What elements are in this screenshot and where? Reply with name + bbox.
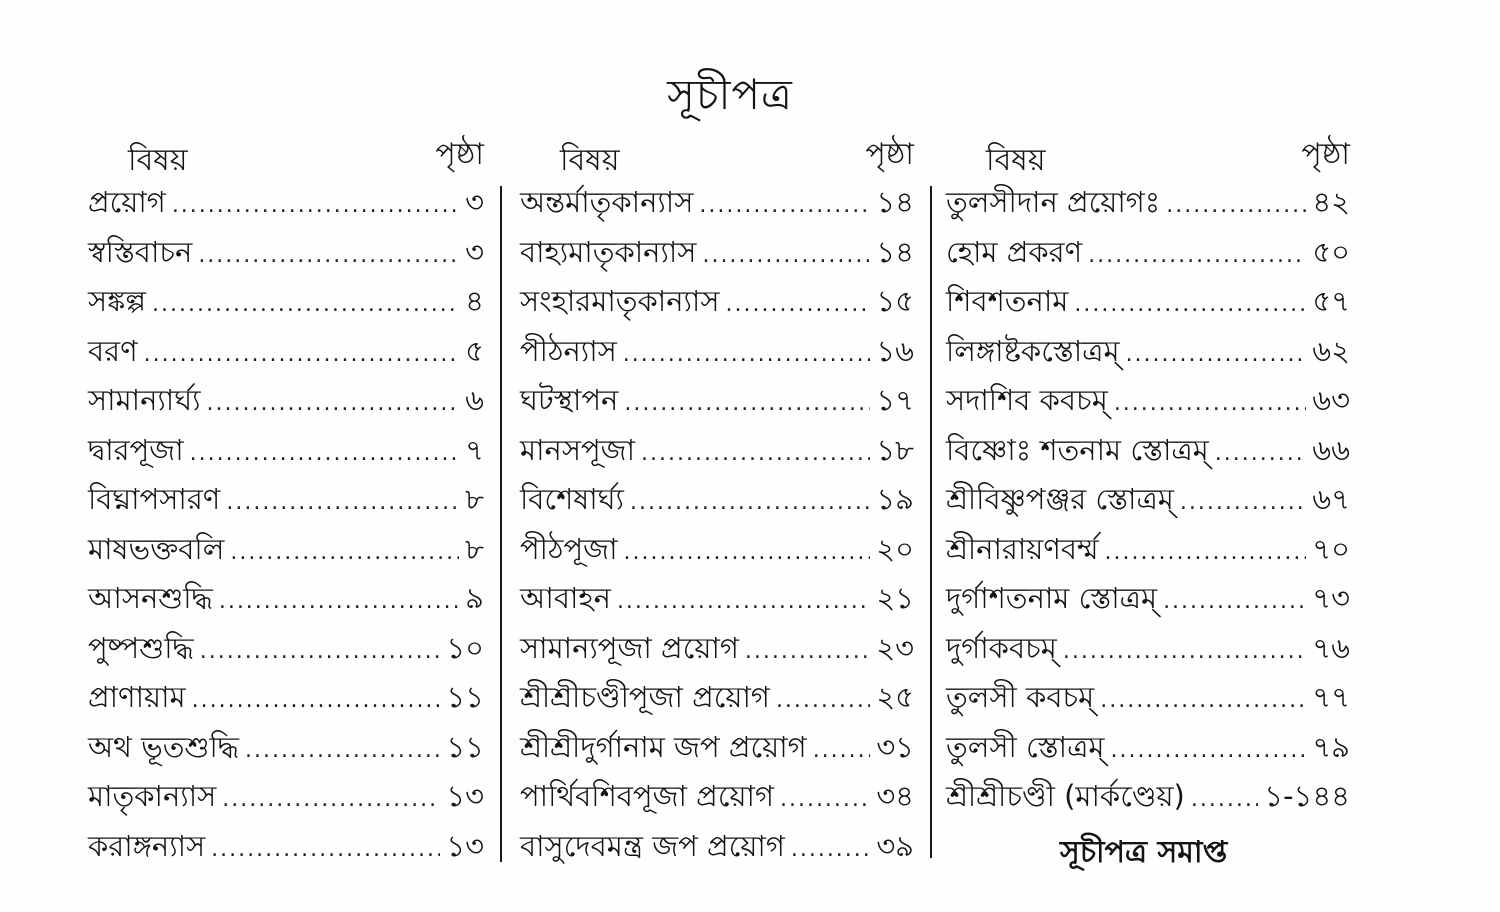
- dot-leader: [699, 193, 870, 218]
- dot-leader: [745, 639, 870, 664]
- entry-title: হোম প্রকরণ: [946, 234, 1083, 269]
- entry-title: পার্থিবশিবপূজা প্রয়োগ: [520, 779, 774, 813]
- entry-title: পুষ্পশুদ্ধি: [88, 630, 194, 665]
- dot-leader: [702, 243, 870, 268]
- toc-end-note: সূচীপত্র সমাপ্ত: [1060, 835, 1228, 870]
- entry-title: লিঙ্গাষ্টকস্তোত্রম্: [946, 333, 1120, 368]
- entry-title: অন্তর্মাতৃকান্যাস: [520, 185, 694, 219]
- toc-entry: [88, 626, 484, 676]
- toc-entry: [946, 576, 1350, 626]
- toc-entry: [946, 279, 1350, 329]
- entry-title: শ্রীশ্রীচণ্ডীপূজা প্রয়োগ: [520, 680, 770, 714]
- toc-entry: [520, 725, 914, 775]
- entry-page-number: ৬৩: [1312, 383, 1350, 417]
- entry-title: বিশেষার্ঘ্য: [520, 482, 624, 516]
- entry-page-number: ৫৭: [1312, 284, 1350, 318]
- toc-entry: [520, 477, 914, 527]
- subject-heading: বিষয়: [560, 143, 620, 178]
- entry-page-number: ১৪: [876, 185, 914, 219]
- page-heading: পৃষ্ঠা: [435, 137, 484, 172]
- toc-entry: [946, 626, 1350, 676]
- entry-page-number: ১৫: [876, 284, 914, 318]
- entry-title: ঘটস্থাপন: [520, 383, 619, 417]
- dot-leader: [1180, 490, 1306, 515]
- entry-title: পীঠপূজা: [520, 531, 618, 566]
- entry-title: শ্রীশ্রীদুর্গানাম জপ প্রয়োগ: [520, 729, 807, 764]
- entry-page-number: ৩১: [876, 729, 914, 764]
- dot-leader: [780, 787, 870, 812]
- entry-title: করাঙ্গন্যাস: [88, 828, 206, 863]
- entry-page-number: ৩: [465, 185, 484, 219]
- dot-leader: [1126, 342, 1307, 367]
- dot-leader: [172, 193, 459, 218]
- toc-entry: [88, 378, 484, 428]
- toc-entry: [88, 725, 484, 775]
- toc-entry: [946, 378, 1350, 428]
- entry-title: সদাশিব কবচম্: [946, 383, 1108, 417]
- dot-leader: [1166, 193, 1306, 218]
- dot-leader: [641, 441, 870, 466]
- toc-column-2: [520, 128, 914, 873]
- dot-leader: [192, 688, 441, 713]
- entry-page-number: ৬২: [1312, 333, 1350, 368]
- toc-entry: [88, 477, 484, 527]
- toc-entry: [946, 477, 1350, 527]
- dot-leader: [624, 391, 870, 416]
- toc-entry: [946, 675, 1350, 725]
- toc-entry: [520, 675, 914, 725]
- dot-leader: [623, 342, 871, 367]
- toc-entry: [520, 626, 914, 676]
- entry-title: শিবশতনাম: [946, 284, 1069, 318]
- entry-title: তুলসী স্তোত্রম্: [946, 729, 1105, 764]
- toc-column-1: [88, 128, 484, 873]
- dot-leader: [152, 292, 459, 317]
- toc-entry: [946, 230, 1350, 280]
- toc-entry: [88, 230, 484, 280]
- toc-entry: [946, 428, 1350, 478]
- entry-title: বাসুদেবমন্ত্র জপ প্রয়োগ: [520, 828, 785, 863]
- dot-leader: [207, 391, 460, 416]
- entry-title: শ্রীবিষ্ণুপঞ্জর স্তোত্রম্: [946, 482, 1174, 516]
- dot-leader: [211, 837, 440, 862]
- dot-leader: [791, 837, 870, 862]
- toc-entry: [88, 329, 484, 379]
- toc-entry: [946, 329, 1350, 379]
- entry-title: সামান্যপূজা প্রয়োগ: [520, 630, 739, 665]
- entry-page-number: ১৩: [446, 779, 484, 813]
- entry-page-number: ১১: [446, 680, 484, 714]
- entry-page-number: ১৩: [446, 828, 484, 863]
- entry-page-number: ৬: [465, 383, 484, 417]
- toc-entry: [88, 824, 484, 874]
- dot-leader: [1110, 738, 1306, 763]
- entry-title: পীঠন্যাস: [520, 333, 617, 368]
- toc-column-3: [946, 128, 1350, 824]
- entry-page-number: ১১: [446, 729, 484, 764]
- toc-entry: [520, 230, 914, 280]
- page-title: সূচীপত্র: [667, 70, 793, 119]
- entry-title: বিঘ্নাপসারণ: [88, 482, 221, 516]
- dot-leader: [245, 738, 440, 763]
- column-header: [88, 128, 484, 180]
- toc-entry: [88, 675, 484, 725]
- entry-page-number: ১৯: [876, 482, 914, 516]
- toc-entry: [88, 279, 484, 329]
- dot-leader: [776, 688, 870, 713]
- toc-entry: [520, 824, 914, 874]
- entry-page-number: ৮: [465, 482, 484, 516]
- entry-page-number: ৭৯: [1312, 729, 1350, 764]
- toc-entry: [520, 428, 914, 478]
- entry-page-number: ৪২: [1312, 185, 1350, 219]
- dot-leader: [1191, 787, 1258, 812]
- entry-title: তুলসীদান প্রয়োগঃ: [946, 185, 1161, 219]
- dot-leader: [198, 243, 459, 268]
- entry-page-number: ৪: [465, 284, 484, 318]
- entry-page-number: ২৩: [876, 630, 914, 665]
- dot-leader: [726, 292, 871, 317]
- entry-title: সামান্যার্ঘ্য: [88, 383, 201, 417]
- toc-entry: [88, 428, 484, 478]
- entry-title: বরণ: [88, 333, 138, 368]
- entry-page-number: ৭: [465, 432, 484, 467]
- entry-page-number: ৩৯: [876, 828, 914, 863]
- toc-entry: [946, 527, 1350, 577]
- entry-title: মানসপূজা: [520, 432, 636, 467]
- dot-leader: [144, 342, 460, 367]
- entry-title: মাতৃকান্যাস: [88, 779, 217, 813]
- toc-entry: [520, 279, 914, 329]
- entry-title: মাষভক্তবলি: [88, 531, 225, 566]
- entry-page-number: ২১: [876, 581, 914, 615]
- entry-page-number: ৭৩: [1312, 581, 1350, 615]
- column-header: [520, 128, 914, 180]
- entry-page-number: ১৮: [876, 432, 914, 467]
- dot-leader: [222, 787, 440, 812]
- dot-leader: [1215, 441, 1307, 466]
- entry-title: প্রাণায়াম: [88, 680, 186, 714]
- entry-title: বাহ্যমাতৃকান্যাস: [520, 234, 697, 269]
- toc-entry: [520, 180, 914, 230]
- entry-page-number: ৫০: [1312, 234, 1350, 269]
- dot-leader: [226, 490, 459, 515]
- entry-title: স্বস্তিবাচন: [88, 234, 193, 269]
- entry-title: প্রয়োগ: [88, 185, 166, 219]
- toc-entry: [88, 180, 484, 230]
- entry-page-number: ৭০: [1312, 531, 1350, 566]
- dot-leader: [630, 490, 870, 515]
- toc-entry: [520, 527, 914, 577]
- entry-page-number: ১-১৪৪: [1264, 779, 1350, 813]
- page-heading: পৃষ্ঠা: [1301, 137, 1350, 172]
- subject-heading: বিষয়: [128, 143, 188, 178]
- column-header: [946, 128, 1350, 180]
- column-divider: [930, 186, 932, 858]
- entry-page-number: ৬৬: [1312, 432, 1350, 467]
- dot-leader: [200, 639, 441, 664]
- entry-page-number: ৭৭: [1312, 680, 1350, 714]
- entry-page-number: ২০: [876, 531, 914, 566]
- toc-entry: [946, 774, 1350, 824]
- toc-entry: [88, 527, 484, 577]
- entry-page-number: ১৬: [876, 333, 914, 368]
- dot-leader: [1100, 688, 1306, 713]
- entry-title: তুলসী কবচম্: [946, 680, 1095, 714]
- dot-leader: [190, 441, 460, 466]
- entry-title: আবাহন: [520, 581, 611, 615]
- entry-page-number: ৭৬: [1312, 630, 1350, 665]
- entry-title: সঙ্কল্প: [88, 284, 147, 318]
- entry-title: দুর্গাকবচম্: [946, 630, 1057, 665]
- dot-leader: [624, 540, 871, 565]
- entry-title: সংহারমাতৃকান্যাস: [520, 284, 720, 318]
- entry-page-number: ৯: [465, 581, 484, 615]
- toc-entry: [520, 378, 914, 428]
- toc-entry: [520, 329, 914, 379]
- entry-title: শ্রীনারায়ণবর্ম্ম: [946, 531, 1099, 566]
- dot-leader: [230, 540, 459, 565]
- toc-entry: [520, 774, 914, 824]
- entry-title: শ্রীশ্রীচণ্ডী (মার্কণ্ডেয়): [946, 779, 1185, 813]
- entry-page-number: ৩৪: [876, 779, 914, 813]
- dot-leader: [1063, 639, 1306, 664]
- toc-entry: [946, 725, 1350, 775]
- entry-page-number: ৩: [465, 234, 484, 269]
- entry-page-number: ৮: [465, 531, 484, 566]
- dot-leader: [1074, 292, 1306, 317]
- dot-leader: [813, 738, 871, 763]
- dot-leader: [617, 589, 870, 614]
- dot-leader: [1114, 391, 1306, 416]
- entry-page-number: ১০: [446, 630, 484, 665]
- toc-entry: [88, 774, 484, 824]
- dot-leader: [1088, 243, 1306, 268]
- entry-page-number: ২৫: [876, 680, 914, 714]
- dot-leader: [1163, 589, 1306, 614]
- toc-entry: [520, 576, 914, 626]
- column-divider: [500, 186, 502, 862]
- dot-leader: [219, 589, 459, 614]
- entry-title: দুর্গাশতনাম স্তোত্রম্: [946, 581, 1158, 615]
- entry-page-number: ১৭: [876, 383, 914, 417]
- subject-heading: বিষয়: [986, 143, 1046, 178]
- entry-page-number: ৬৭: [1312, 482, 1350, 516]
- entry-page-number: ১৪: [876, 234, 914, 269]
- toc-entry: [88, 576, 484, 626]
- dot-leader: [1105, 540, 1307, 565]
- entry-title: আসনশুদ্ধি: [88, 581, 213, 615]
- entry-page-number: ৫: [465, 333, 484, 368]
- toc-entry: [946, 180, 1350, 230]
- page-heading: পৃষ্ঠা: [865, 137, 914, 172]
- entry-title: অথ ভূতশুদ্ধি: [88, 729, 240, 764]
- entry-title: বিষ্ণোঃ শতনাম স্তোত্রম্: [946, 432, 1209, 467]
- entry-title: দ্বারপূজা: [88, 432, 184, 467]
